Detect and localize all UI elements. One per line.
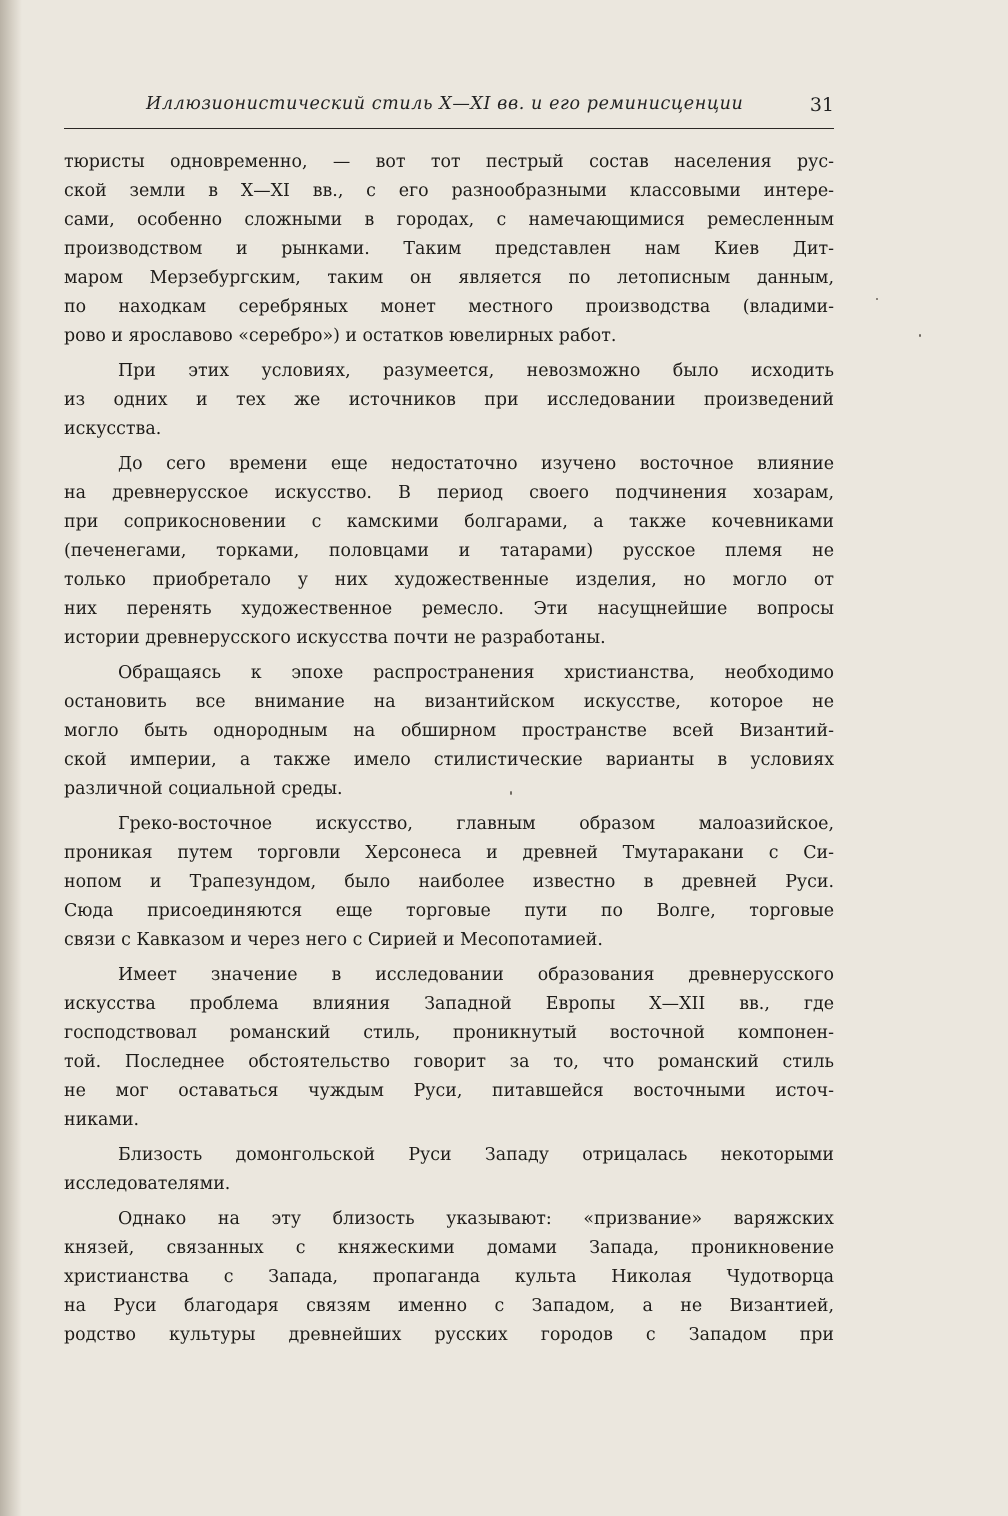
text-line: Сюда присоединяются еще торговые пути по Волге, торговые (64, 901, 834, 921)
text-line: ской империи, а также имело стилистические варианты в условиях (64, 750, 834, 770)
text-line: только приобретало у них художественные изделия, но могло от (64, 570, 834, 590)
text-line: на древнерусское искусство. В период своего подчинения хозарам, (64, 483, 834, 503)
paper-speck (919, 334, 921, 337)
text-line: князей, связанных с княжескими домами Запада, проникновение (64, 1238, 834, 1258)
paper-speck (876, 298, 878, 300)
text-line: Греко-восточное искусство, главным образом малоазийское, (118, 814, 834, 834)
text-line: тюристы одновременно, — вот тот пестрый состав населения рус- (64, 152, 834, 172)
text-line: не мог оставаться чуждым Руси, питавшейся восточными источ- (64, 1081, 834, 1101)
running-head (64, 94, 834, 129)
paragraph (64, 450, 834, 653)
text-line: при соприкосновении с камскими болгарами, а также кочевниками (64, 512, 834, 532)
page-number: 31 (809, 94, 834, 116)
text-line: производством и рынками. Таким представлен нам Киев Дит- (64, 239, 834, 259)
text-line: нопом и Трапезундом, было наиболее известно в древней Руси. (64, 872, 834, 892)
text-line: Обращаясь к эпохе распространения христианства, необходимо (118, 663, 834, 683)
paragraph (64, 961, 834, 1135)
text-line: родство культуры древнейших русских городов с Западом при (64, 1325, 834, 1345)
text-line: христианства с Запада, пропаганда культа Николая Чудотворца (64, 1267, 834, 1287)
paragraph (64, 810, 834, 955)
running-title: Иллюзионистический стиль X—XI вв. и его реминисценции (146, 94, 744, 114)
text-line: той. Последнее обстоятельство говорит за то, что романский стиль (64, 1052, 834, 1072)
text-line: (печенегами, торками, половцами и татарами) русское племя не (64, 541, 834, 561)
text-line: по находкам серебряных монет местного производства (владими- (64, 297, 834, 317)
text-line: истории древнерусского искусства почти не разработаны. (64, 628, 606, 648)
text-line: Однако на эту близость указывают: «призвание» варяжских (118, 1209, 834, 1229)
text-line: искусства. (64, 419, 162, 439)
paragraph (64, 659, 834, 804)
text-line: остановить все внимание на византийском искусстве, которое не (64, 692, 834, 712)
text-line: Близость домонгольской Руси Западу отрицалась некоторыми (118, 1145, 834, 1165)
text-line: могло быть однородным на обширном пространстве всей Византий- (64, 721, 834, 741)
text-line: проникая путем торговли Херсонеса и древней Тмутаракани с Си- (64, 843, 834, 863)
paper-speck (510, 791, 512, 795)
text-line: До сего времени еще недостаточно изучено восточное влияние (118, 454, 834, 474)
text-line: из одних и тех же источников при исследовании произведений (64, 390, 834, 410)
text-line: рово и ярославово «серебро») и остатков ювелирных работ. (64, 326, 617, 346)
text-line: никами. (64, 1110, 140, 1130)
text-line: сами, особенно сложными в городах, с намечающимися ремесленным (64, 210, 834, 230)
text-line: Имеет значение в исследовании образования древнерусского (118, 965, 834, 985)
paragraph (64, 1205, 834, 1350)
text-line: на Руси благодаря связям именно с Западом, а не Византией, (64, 1296, 834, 1316)
text-line: господствовал романский стиль, проникнутый восточной компонен- (64, 1023, 834, 1043)
text-line: При этих условиях, разумеется, невозможно было исходить (118, 361, 834, 381)
text-line: них перенять художественное ремесло. Эти насущнейшие вопросы (64, 599, 834, 619)
text-line: ской земли в X—XI вв., с его разнообразными классовыми интере- (64, 181, 834, 201)
paragraph (64, 1141, 834, 1199)
body-text (64, 148, 834, 1356)
text-line: искусства проблема влияния Западной Европы X—XII вв., где (64, 994, 834, 1014)
paragraph (64, 148, 834, 351)
text-line: исследователями. (64, 1174, 231, 1194)
text-line: связи с Кавказом и через него с Сирией и Месопотамией. (64, 930, 603, 950)
text-line: различной социальной среды. (64, 779, 343, 799)
paragraph (64, 357, 834, 444)
text-line: маром Мерзебургским, таким он является по летописным данным, (64, 268, 834, 288)
